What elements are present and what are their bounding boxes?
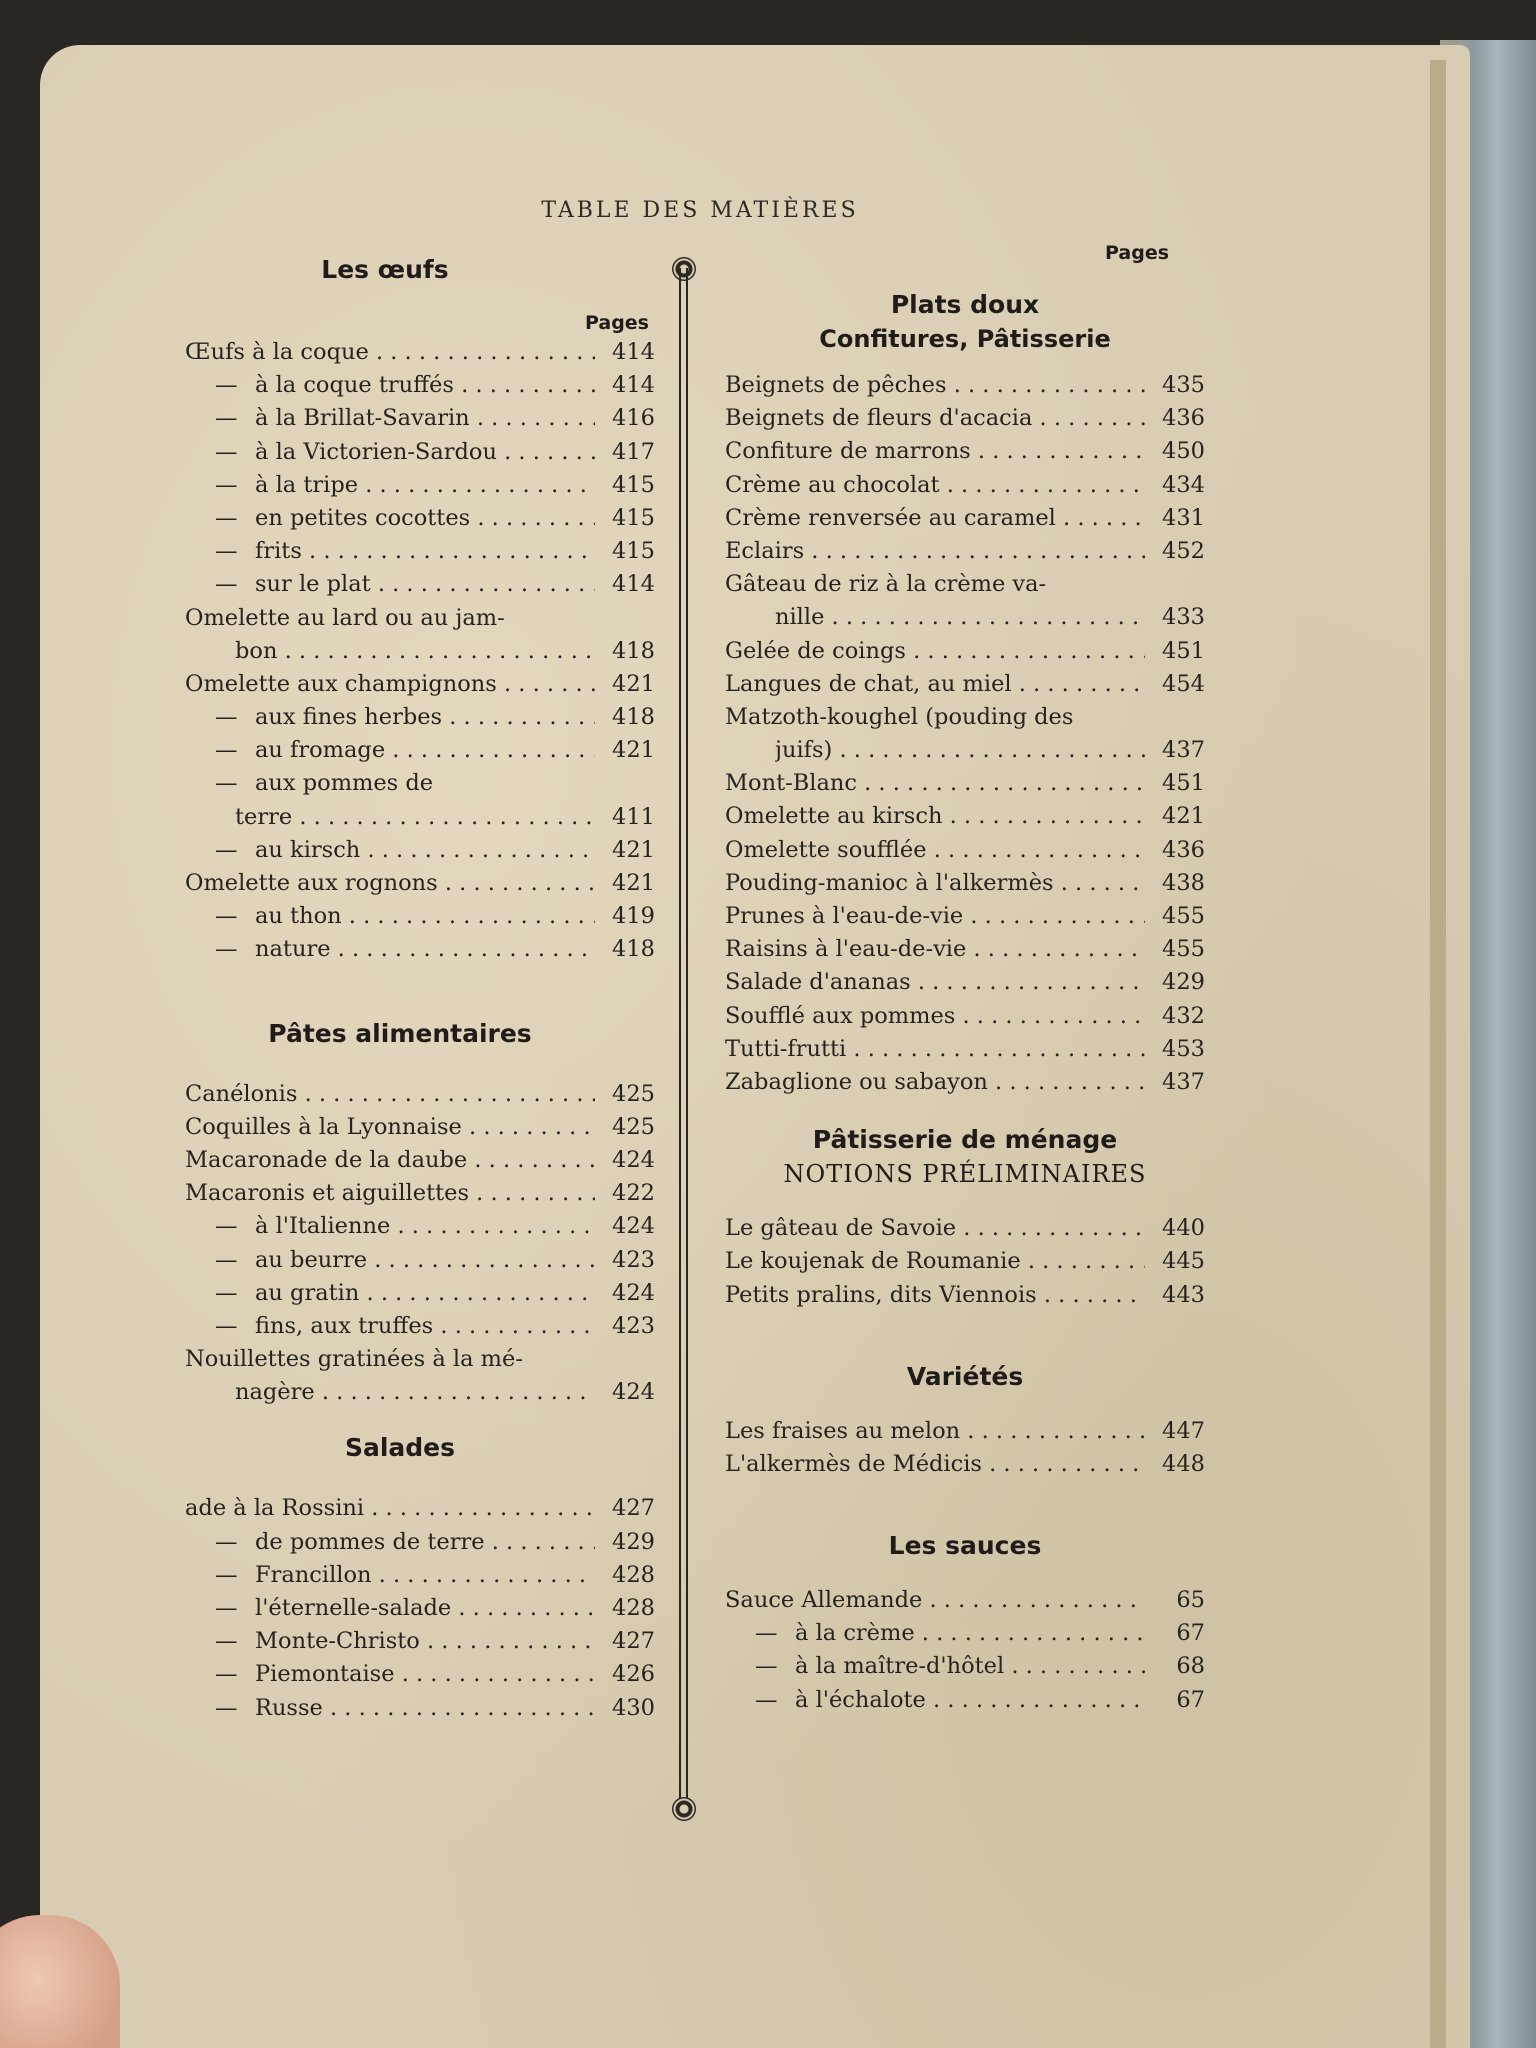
section-title-plats-doux: Plats doux: [890, 290, 1040, 319]
toc-entry: [725, 1279, 1205, 1312]
section-title-varietes: Variétés: [906, 1361, 1024, 1391]
ditto-dash: —: [215, 737, 238, 764]
toc-entry-title: Eclairs . . .: [725, 535, 1145, 568]
toc-entry-page: 411: [612, 803, 655, 830]
toc-entry-page: 455: [1162, 903, 1205, 929]
right-column: [725, 240, 1205, 1717]
toc-entry-title: Gâteau de riz à la crème va-: [725, 571, 1047, 598]
toc-entry-title: à la tripe . . .: [255, 469, 595, 502]
toc-list: [185, 336, 655, 967]
toc-entry: [185, 668, 655, 701]
toc-entry-page: 415: [612, 538, 655, 565]
toc-entry: [185, 900, 655, 933]
toc-entry-page: 451: [1162, 770, 1205, 797]
ditto-dash: —: [215, 1279, 238, 1306]
toc-entry-title: ade à la Rossini . . .: [185, 1492, 595, 1525]
ditto-dash: —: [215, 704, 238, 731]
toc-entry: [185, 801, 655, 834]
ditto-dash: —: [215, 405, 238, 432]
toc-entry: [725, 1684, 1205, 1717]
toc-entry-title: juifs) . . .: [775, 734, 1145, 767]
toc-entry-title: au gratin . . .: [255, 1277, 595, 1310]
toc-entry-title: Sauce Allemande . . .: [725, 1584, 1145, 1617]
ditto-dash: —: [215, 504, 238, 531]
toc-entry-title: Macaronade de la daube . . .: [185, 1144, 595, 1177]
toc-entry-page: 427: [612, 1495, 655, 1522]
toc-entry: [185, 1592, 655, 1625]
toc-entry-title: Matzoth-koughel (pouding des: [725, 703, 1074, 730]
toc-entry: [725, 1415, 1205, 1448]
toc-entry: [725, 966, 1205, 999]
toc-entry-page: 417: [612, 438, 655, 465]
toc-entry-title: Omelette soufflée . . .: [725, 834, 1145, 867]
toc-entry-title: à la Victorien-Sardou . . .: [255, 436, 595, 469]
toc-entry-page: 440: [1162, 1215, 1205, 1242]
toc-entry-page: 421: [1162, 803, 1205, 830]
ditto-dash: —: [215, 1213, 238, 1240]
toc-entry: [185, 1244, 655, 1277]
toc-entry: [725, 601, 1205, 634]
toc-entry-page: 429: [1162, 969, 1205, 996]
toc-entry-title: Les fraises au melon . . .: [725, 1415, 1145, 1448]
ditto-dash: —: [215, 538, 238, 565]
toc-entry: [725, 1448, 1205, 1481]
toc-entry-title: Francillon . . .: [255, 1559, 595, 1592]
toc-entry-page: 447: [1162, 1417, 1205, 1444]
ditto-dash: —: [215, 1312, 238, 1339]
toc-entry-page: 414: [612, 339, 655, 365]
toc-entry-page: 425: [612, 1113, 655, 1140]
toc-entry-title: fins, aux truffes . . .: [255, 1310, 595, 1343]
toc-entry: [185, 336, 655, 369]
toc-entry: [725, 900, 1205, 933]
toc-entry: [185, 867, 655, 900]
toc-entry: [725, 1245, 1205, 1278]
toc-entry-title: Beignets de pêches . . .: [725, 369, 1145, 402]
ditto-dash: —: [755, 1686, 778, 1713]
ditto-dash: —: [215, 438, 238, 465]
ditto-dash: —: [215, 1694, 238, 1721]
toc-entry-title: de pommes de terre . . .: [255, 1526, 595, 1559]
toc-entry-title: Crème renversée au caramel . . .: [725, 502, 1145, 535]
ditto-dash: —: [215, 1561, 238, 1588]
toc-entry-page: 423: [612, 1246, 655, 1273]
toc-entry: [725, 1650, 1205, 1683]
section-title-sauces: Les sauces: [888, 1531, 1042, 1561]
toc-entry: [185, 436, 655, 469]
toc-entry-page: 429: [612, 1528, 655, 1555]
ditto-dash: —: [215, 770, 238, 797]
toc-entry: [185, 602, 655, 635]
toc-list: [185, 1078, 655, 1410]
toc-entry-title: nagère . . .: [235, 1376, 595, 1409]
left-column: [185, 255, 655, 1725]
toc-entry-page: 437: [1162, 737, 1205, 764]
toc-entry-page: 455: [1162, 936, 1205, 963]
toc-entry-title: à la crème . . .: [795, 1617, 1145, 1650]
toc-entry: [185, 535, 655, 568]
toc-entry-title: Zabaglione ou sabayon . . .: [725, 1066, 1145, 1099]
toc-entry: [725, 834, 1205, 867]
toc-entry-page: 418: [612, 704, 655, 731]
toc-entry-title: Macaronis et aiguillettes . . .: [185, 1177, 595, 1210]
toc-entry: [725, 933, 1205, 966]
toc-entry-page: 437: [1162, 1068, 1205, 1095]
toc-entry-title: au beurre . . .: [255, 1244, 595, 1277]
toc-entry: [185, 635, 655, 668]
toc-entry-page: 436: [1162, 836, 1205, 863]
toc-entry: [725, 502, 1205, 535]
toc-entry-page: 454: [1162, 670, 1205, 697]
ditto-dash: —: [215, 571, 238, 598]
toc-entry-title: à l'Italienne . . .: [255, 1210, 595, 1243]
toc-entry: [185, 1210, 655, 1243]
toc-entry-title: Piemontaise . . .: [255, 1658, 595, 1691]
toc-entry-title: Confiture de marrons . . .: [725, 435, 1145, 468]
toc-entry-page: 415: [612, 471, 655, 498]
toc-entry-page: 425: [612, 1080, 655, 1107]
toc-entry-page: 430: [612, 1694, 655, 1721]
toc-entry: [185, 1526, 655, 1559]
toc-entry: [725, 734, 1205, 767]
column-divider-rule: [679, 268, 688, 1808]
toc-entry: [185, 1111, 655, 1144]
ditto-dash: —: [215, 1595, 238, 1621]
toc-entry-page: 448: [1162, 1450, 1205, 1477]
ditto-dash: —: [215, 936, 238, 963]
toc-entry-page: 450: [1162, 438, 1205, 465]
toc-entry: [185, 1078, 655, 1111]
toc-entry-page: 435: [1162, 372, 1205, 398]
toc-entry-page: 436: [1162, 405, 1205, 432]
toc-list: [725, 1415, 1205, 1481]
toc-entry-page: 433: [1162, 604, 1205, 631]
toc-entry: [725, 369, 1205, 402]
toc-entry: [185, 1177, 655, 1210]
toc-entry: [725, 668, 1205, 701]
toc-entry: [185, 502, 655, 535]
toc-entry-title: Tutti-frutti . . .: [725, 1033, 1145, 1066]
toc-entry-page: 422: [612, 1180, 655, 1207]
toc-entry: [185, 469, 655, 502]
ditto-dash: —: [755, 1653, 778, 1680]
toc-entry-title: frits . . .: [255, 535, 595, 568]
toc-entry-page: 452: [1162, 537, 1205, 564]
toc-entry-page: 421: [612, 836, 655, 863]
toc-entry: [185, 1144, 655, 1177]
toc-entry-title: Soufflé aux pommes . . .: [725, 1000, 1145, 1033]
toc-entry-page: 416: [612, 405, 655, 432]
pages-label-left: Pages: [584, 312, 649, 334]
toc-entry: [185, 1658, 655, 1691]
toc-entry-page: 428: [612, 1561, 655, 1588]
toc-entry-title: à la coque truffés . . .: [255, 369, 595, 402]
section-title-pates: Pâtes alimentaires: [268, 1018, 532, 1048]
toc-entry-page: 414: [612, 372, 655, 399]
toc-entry: [185, 568, 655, 601]
toc-entry: [725, 435, 1205, 468]
section-subtitle-confitures: Confitures, Pâtisserie: [819, 325, 1111, 353]
ditto-dash: —: [215, 372, 238, 399]
toc-entry-title: Prunes à l'eau-de-vie . . .: [725, 900, 1145, 933]
toc-list: [725, 1584, 1205, 1717]
ditto-dash: —: [215, 836, 238, 863]
toc-entry-title: nille . . .: [775, 601, 1145, 634]
toc-entry: [725, 767, 1205, 800]
ditto-dash: —: [215, 1528, 238, 1555]
toc-entry: [725, 1584, 1205, 1617]
toc-entry-page: 451: [1162, 637, 1205, 664]
toc-entry: [185, 369, 655, 402]
toc-entry-title: Monte-Christo . . .: [255, 1625, 595, 1658]
toc-entry-title: à l'échalote . . .: [795, 1684, 1145, 1717]
toc-entry-title: au thon . . .: [255, 900, 595, 933]
toc-entry: [725, 701, 1205, 734]
toc-entry-title: Le koujenak de Roumanie . . .: [725, 1245, 1145, 1278]
toc-list: [185, 1492, 655, 1724]
toc-entry-page: 67: [1176, 1686, 1205, 1713]
toc-entry: [725, 635, 1205, 668]
toc-entry-page: 424: [612, 1146, 655, 1173]
toc-entry-title: Salade d'ananas . . .: [725, 966, 1145, 999]
toc-entry-title: Mont-Blanc . . .: [725, 767, 1145, 800]
toc-entry-title: aux fines herbes . . .: [255, 701, 595, 734]
toc-list: [725, 369, 1205, 1099]
toc-entry-title: Raisins à l'eau-de-vie . . .: [725, 933, 1145, 966]
toc-entry-page: 67: [1176, 1620, 1205, 1647]
toc-entry: [185, 834, 655, 867]
toc-entry-title: sur le plat . . .: [255, 568, 595, 601]
toc-entry-title: Œufs à la coque . . .: [185, 336, 595, 369]
toc-entry: [185, 701, 655, 734]
toc-entry-title: Pouding-manioc à l'alkermès . . .: [725, 867, 1145, 900]
toc-entry-page: 428: [612, 1595, 655, 1621]
toc-entry-title: Crème au chocolat . . .: [725, 469, 1145, 502]
page-edge: [1430, 60, 1446, 2048]
toc-entry-title: Russe . . .: [255, 1692, 595, 1725]
toc-entry: [185, 1492, 655, 1525]
toc-entry-title: Petits pralins, dits Viennois . . .: [725, 1279, 1145, 1312]
toc-entry-title: en petites cocottes . . .: [255, 502, 595, 535]
toc-entry-page: 434: [1162, 471, 1205, 498]
toc-entry-page: 418: [612, 936, 655, 963]
toc-entry-page: 421: [612, 670, 655, 697]
toc-entry-page: 445: [1162, 1248, 1205, 1275]
ditto-dash: —: [215, 1661, 238, 1688]
toc-entry: [725, 800, 1205, 833]
toc-entry-title: Omelette aux champignons . . .: [185, 668, 595, 701]
toc-entry-page: 421: [612, 870, 655, 896]
section-title-patisserie: Pâtisserie de ménage: [812, 1125, 1118, 1155]
toc-entry-title: terre . . .: [235, 801, 595, 834]
toc-entry-page: 415: [612, 504, 655, 531]
toc-entry: [725, 867, 1205, 900]
toc-entry-title: Nouillettes gratinées à la mé-: [185, 1346, 523, 1373]
toc-entry-page: 65: [1176, 1587, 1205, 1614]
toc-entry-title: Gelée de coings . . .: [725, 635, 1145, 668]
toc-entry-page: 424: [612, 1379, 655, 1406]
toc-entry: [185, 767, 655, 800]
toc-entry-page: 426: [612, 1661, 655, 1688]
toc-entry-title: Coquilles à la Lyonnaise . . .: [185, 1111, 595, 1144]
toc-entry-title: Le gâteau de Savoie . . .: [725, 1212, 1145, 1245]
toc-entry: [725, 1617, 1205, 1650]
ditto-dash: —: [215, 1246, 238, 1273]
toc-entry-title: Beignets de fleurs d'acacia . . .: [725, 402, 1145, 435]
toc-entry: [725, 568, 1205, 601]
toc-entry: [725, 1066, 1205, 1099]
toc-entry: [185, 1559, 655, 1592]
toc-entry: [185, 1692, 655, 1725]
toc-entry-title: Omelette aux rognons . . .: [185, 867, 595, 900]
toc-entry: [185, 1277, 655, 1310]
toc-entry-page: 421: [612, 737, 655, 764]
toc-entry-title: Langues de chat, au miel . . .: [725, 668, 1145, 701]
toc-entry-title: nature . . .: [255, 933, 595, 966]
toc-entry-page: 68: [1176, 1653, 1205, 1680]
toc-entry: [725, 535, 1205, 568]
toc-entry-page: 424: [612, 1279, 655, 1306]
toc-entry: [185, 1625, 655, 1658]
toc-entry-title: bon . . .: [235, 635, 595, 668]
ditto-dash: —: [215, 1628, 238, 1655]
ditto-dash: —: [215, 903, 238, 930]
toc-entry-page: 431: [1162, 504, 1205, 531]
toc-entry-title: Omelette au kirsch . . .: [725, 800, 1145, 833]
ditto-dash: —: [215, 471, 238, 498]
toc-entry: [725, 1212, 1205, 1245]
toc-entry-title: au kirsch . . .: [255, 834, 595, 867]
toc-entry: [185, 402, 655, 435]
running-header: TABLE DES MATIÈRES: [541, 198, 859, 223]
toc-entry-page: 432: [1162, 1002, 1205, 1029]
section-subtitle-notions: NOTIONS PRÉLIMINAIRES: [783, 1160, 1147, 1189]
toc-entry: [725, 1033, 1205, 1066]
toc-entry-page: 453: [1162, 1035, 1205, 1062]
toc-list: [725, 1212, 1205, 1312]
section-title-salades: Salades: [344, 1433, 456, 1463]
rule-ornament-bottom: [672, 1797, 696, 1821]
ditto-dash: —: [755, 1620, 778, 1647]
toc-entry-page: 424: [612, 1213, 655, 1240]
toc-entry-title: au fromage . . .: [255, 734, 595, 767]
toc-entry: [185, 1343, 655, 1376]
toc-entry-page: 414: [612, 571, 655, 598]
toc-entry-title: à la maître-d'hôtel . . .: [795, 1650, 1145, 1683]
toc-entry-page: 419: [612, 903, 655, 930]
toc-entry: [185, 1376, 655, 1409]
toc-entry: [725, 1000, 1205, 1033]
toc-entry-title: aux pommes de: [255, 770, 434, 797]
toc-entry-page: 443: [1162, 1281, 1205, 1308]
toc-entry: [725, 402, 1205, 435]
toc-entry-title: à la Brillat-Savarin . . .: [255, 402, 595, 435]
toc-entry-title: Omelette au lard ou au jam-: [185, 604, 505, 631]
toc-entry-page: 418: [612, 637, 655, 664]
toc-entry: [185, 734, 655, 767]
section-title-oeufs: Les œufs: [321, 255, 449, 284]
toc-entry: [725, 469, 1205, 502]
toc-entry-page: 427: [612, 1628, 655, 1655]
toc-entry-page: 438: [1162, 869, 1205, 896]
toc-entry-title: L'alkermès de Médicis . . .: [725, 1448, 1145, 1481]
toc-entry-page: 423: [612, 1312, 655, 1339]
toc-entry: [185, 933, 655, 966]
toc-entry: [185, 1310, 655, 1343]
toc-entry-title: Canélonis . . .: [185, 1078, 595, 1111]
pages-label-right: Pages: [1105, 242, 1170, 264]
toc-entry-title: l'éternelle-salade . . .: [255, 1592, 595, 1625]
